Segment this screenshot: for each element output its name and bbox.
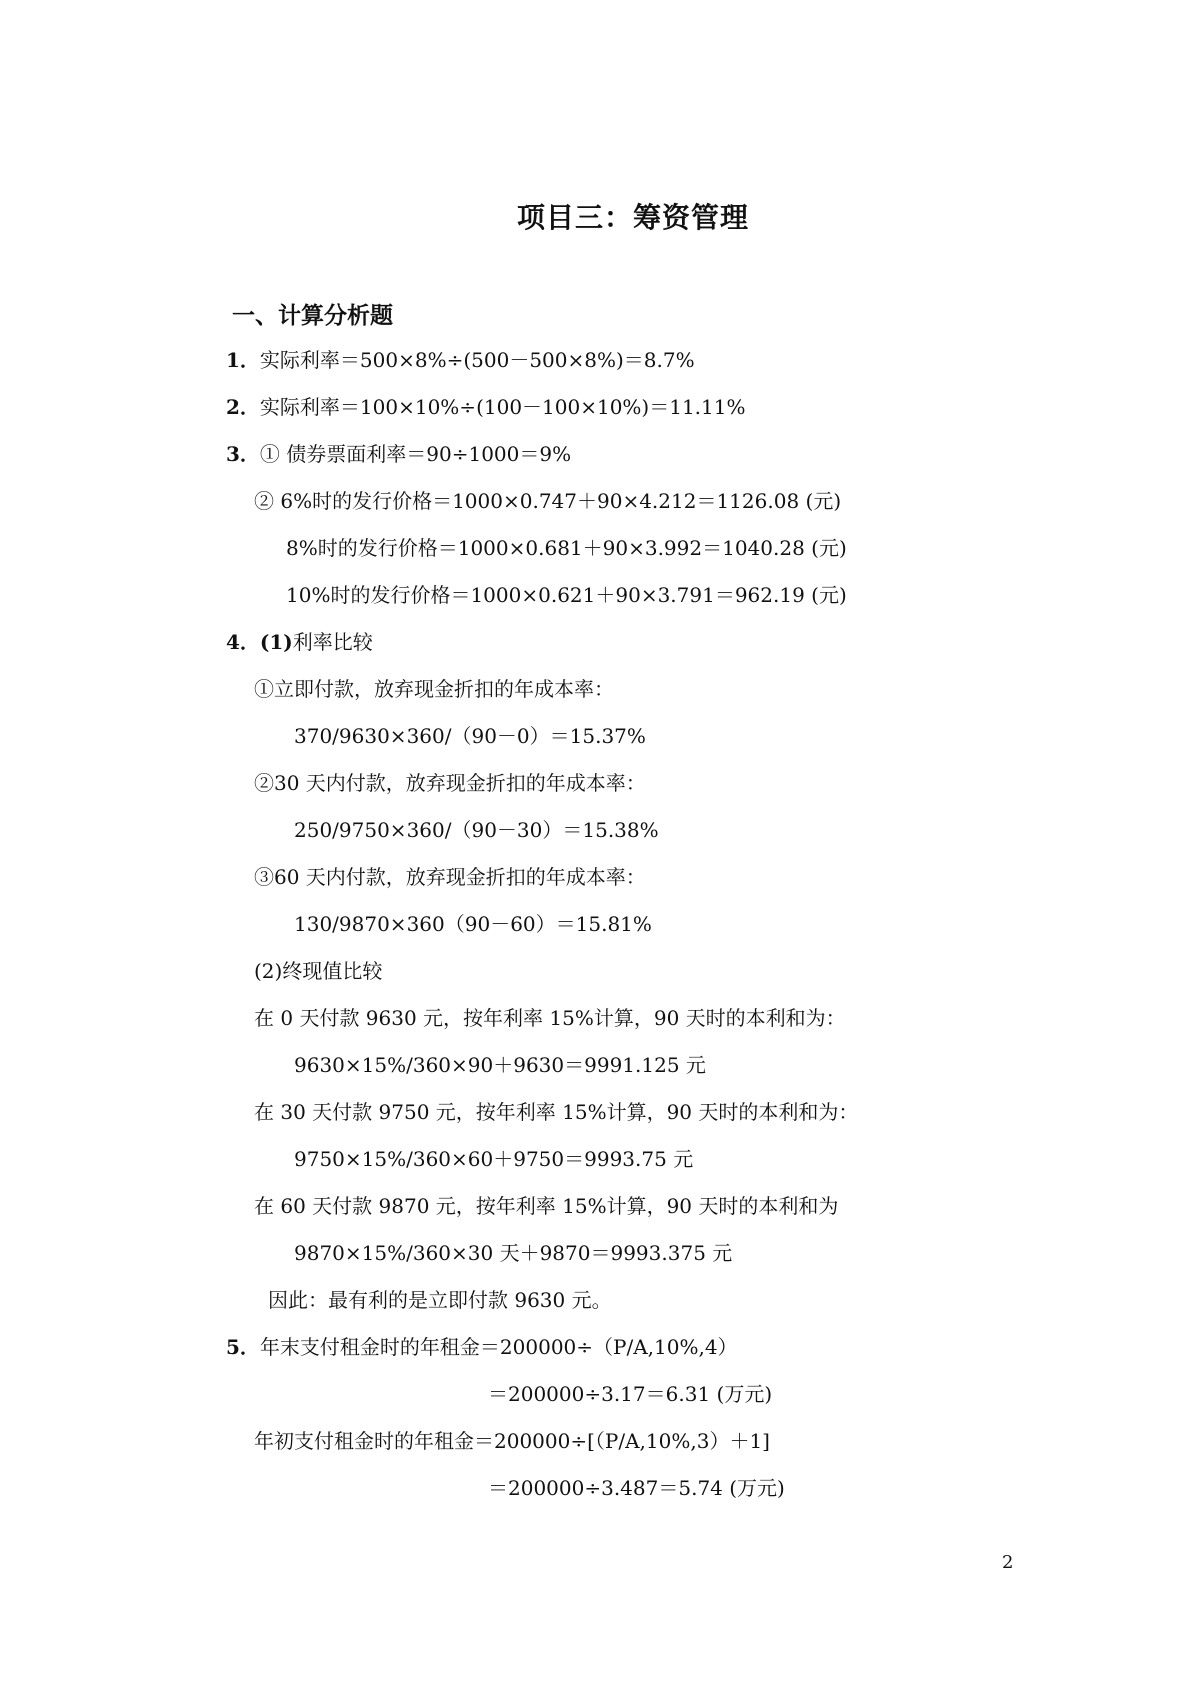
line-text: 8%时的发行价格＝1000×0.681＋90×3.992＝1040.28 (元) <box>286 536 847 560</box>
line-text: (2)终现值比较 <box>254 959 383 983</box>
line-text: ①立即付款，放弃现金折扣的年成本率： <box>254 677 614 701</box>
item-number: 1． <box>226 348 260 372</box>
line-text: 利率比较 <box>292 630 373 654</box>
line-text: ＝200000÷3.17＝6.31 (万元) <box>488 1382 773 1406</box>
answer-4-line <box>294 817 659 843</box>
answer-4-line <box>294 1052 706 1078</box>
answer-3-line <box>286 582 847 608</box>
line-text: 10%时的发行价格＝1000×0.621＋90×3.791＝962.19 (元) <box>286 583 847 607</box>
line-text: 在 30 天付款 9750 元，按年利率 15%计算，90 天时的本利和为： <box>254 1100 859 1124</box>
line-text: 9630×15%/360×90＋9630＝9991.125 元 <box>294 1053 706 1077</box>
line-text: ②30 天内付款，放弃现金折扣的年成本率： <box>254 771 646 795</box>
line-text: 年初支付租金时的年租金＝200000÷[（P/A,10%,3）＋1] <box>254 1429 770 1453</box>
answer-3-line <box>286 535 847 561</box>
answer-4-line <box>254 1005 846 1031</box>
line-text: 9750×15%/360×60＋9750＝9993.75 元 <box>294 1147 694 1171</box>
line-text: ＝200000÷3.487＝5.74 (万元) <box>488 1476 785 1500</box>
answer-5 <box>226 1334 738 1360</box>
answer-4-line <box>254 1099 858 1125</box>
answer-5-line <box>488 1475 785 1501</box>
line-text: 130/9870×360（90－60）＝15.81% <box>294 912 652 936</box>
line-text: 实际利率＝100×10%÷(100－100×10%)＝11.11% <box>259 395 746 419</box>
line-text: 年末支付租金时的年租金＝200000÷（P/A,10%,4） <box>259 1335 738 1359</box>
line-text: 实际利率＝500×8%÷(500－500×8%)＝8.7% <box>259 348 695 372</box>
line-text: ② 6%时的发行价格＝1000×0.747＋90×4.212＝1126.08 (元) <box>254 489 842 513</box>
answer-3 <box>226 441 571 467</box>
answer-4-line <box>294 1240 732 1266</box>
part-label: (1) <box>259 630 293 654</box>
line-text: 因此：最有利的是立即付款 9630 元。 <box>268 1288 612 1312</box>
answer-2 <box>226 394 746 420</box>
answer-3-line <box>254 488 841 514</box>
answer-4-line <box>254 1193 838 1219</box>
answer-4-line <box>254 676 614 702</box>
answer-5-line <box>488 1381 772 1407</box>
item-number: 2． <box>226 395 260 419</box>
item-number: 5． <box>226 1335 260 1359</box>
line-text: 在 0 天付款 9630 元，按年利率 15%计算，90 天时的本利和为： <box>254 1006 846 1030</box>
answer-4-line <box>294 911 652 937</box>
item-number: 3． <box>226 442 260 466</box>
answer-4-line <box>294 723 646 749</box>
page-number: 2 <box>1002 1552 1014 1573</box>
answer-4-line <box>254 864 646 890</box>
line-text: 250/9750×360/（90－30）＝15.38% <box>294 818 659 842</box>
answer-1 <box>226 347 695 373</box>
answer-4-line <box>254 958 382 984</box>
line-text: ③60 天内付款，放弃现金折扣的年成本率： <box>254 865 646 889</box>
line-text: ① 债券票面利率＝90÷1000＝9% <box>259 442 572 466</box>
section-heading: 一、计算分析题 <box>232 302 393 329</box>
answer-5-line <box>254 1428 770 1454</box>
item-number: 4． <box>226 630 260 654</box>
answer-4 <box>226 629 373 655</box>
line-text: 370/9630×360/（90－0）＝15.37% <box>294 724 646 748</box>
page-title: 项目三：筹资管理 <box>516 201 749 234</box>
line-text: 在 60 天付款 9870 元，按年利率 15%计算，90 天时的本利和为 <box>254 1194 839 1218</box>
answer-4-conclusion <box>268 1287 612 1313</box>
line-text: 9870×15%/360×30 天＋9870＝9993.375 元 <box>294 1241 733 1265</box>
answer-4-line <box>254 770 646 796</box>
answer-4-line <box>294 1146 693 1172</box>
